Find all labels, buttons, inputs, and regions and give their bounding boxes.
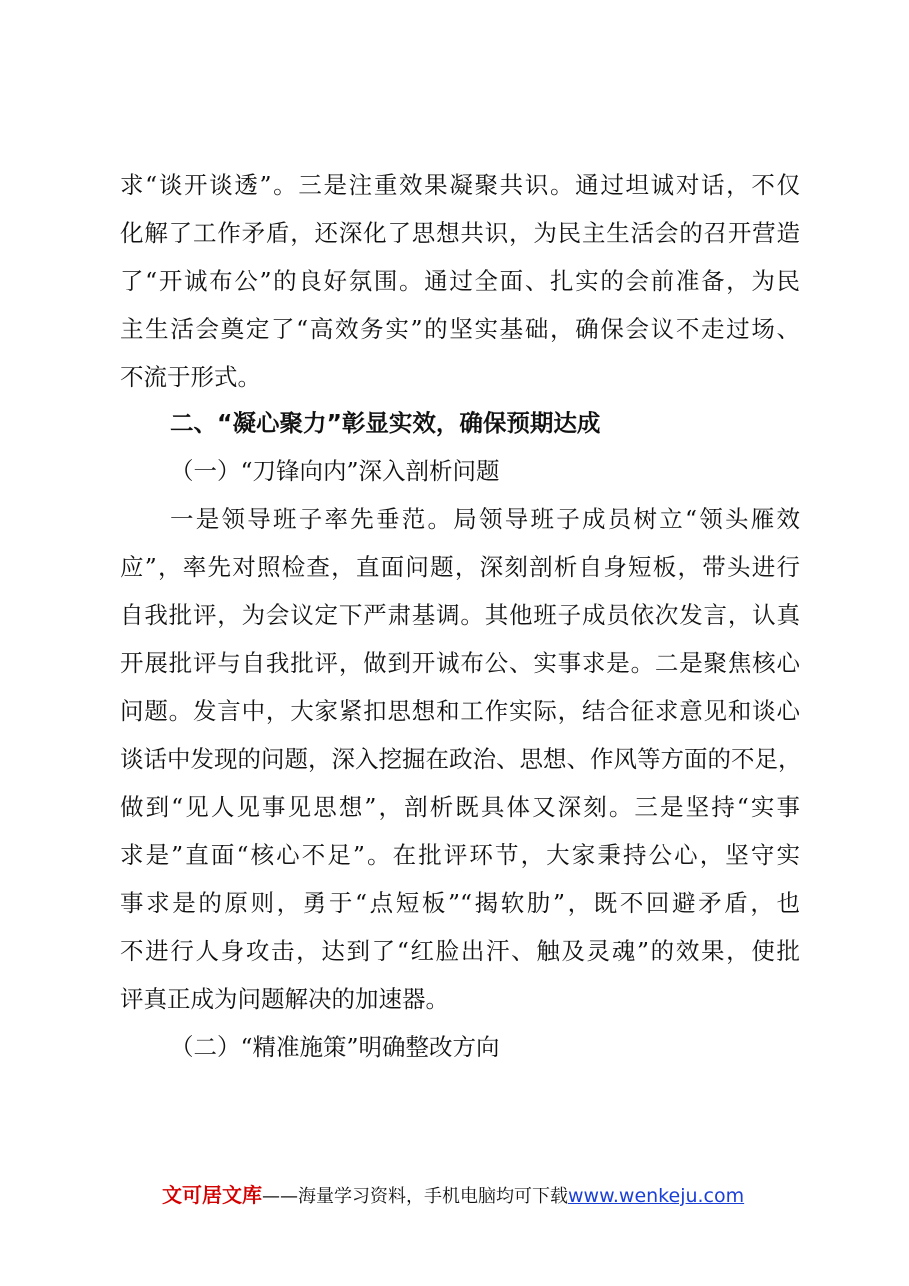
paragraph-line: 做到“见人见事见思想”，剖析既具体又深刻。三是坚持“实事 bbox=[120, 793, 800, 821]
paragraph-line: 一是领导班子率先垂范。局领导班子成员树立“领头雁效 bbox=[170, 505, 800, 533]
paragraph-line: 谈话中发现的问题，深入挖掘在政治、思想、作风等方面的不足， bbox=[120, 745, 802, 773]
paragraph-line: 了“开诚布公”的良好氛围。通过全面、扎实的会前准备，为民 bbox=[120, 267, 800, 295]
paragraph-line: 求是”直面“核心不足”。在批评环节，大家秉持公心，坚守实 bbox=[120, 841, 800, 869]
footer bbox=[162, 1183, 744, 1209]
paragraph-line: 开展批评与自我批评，做到开诚布公、实事求是。二是聚焦核心 bbox=[120, 649, 800, 677]
footer-brand: 文可居文库 bbox=[162, 1183, 262, 1207]
footer-link[interactable]: www.wenkeju.com bbox=[568, 1185, 745, 1207]
paragraph-line: 不进行人身攻击，达到了“红脸出汗、触及灵魂”的效果，使批 bbox=[120, 937, 800, 965]
paragraph-line: 评真正成为问题解决的加速器。 bbox=[120, 985, 449, 1013]
paragraph-line: 事求是的原则，勇于“点短板”“揭软肋”，既不回避矛盾，也 bbox=[120, 889, 800, 917]
section-heading: 二、“凝心聚力”彰显实效，确保预期达成 bbox=[170, 409, 601, 437]
paragraph-line: 问题。发言中，大家紧扣思想和工作实际，结合征求意见和谈心 bbox=[120, 697, 800, 725]
paragraph-line: 自我批评，为会议定下严肃基调。其他班子成员依次发言，认真 bbox=[120, 601, 800, 629]
paragraph-line: 求“谈开谈透”。三是注重效果凝聚共识。通过坦诚对话，不仅 bbox=[120, 171, 800, 199]
subheading-2: （二）“精准施策”明确整改方向 bbox=[170, 1033, 500, 1061]
paragraph-line: 主生活会奠定了“高效务实”的坚实基础，确保会议不走过场、 bbox=[120, 315, 800, 343]
paragraph-line: 化解了工作矛盾，还深化了思想共识，为民主生活会的召开营造 bbox=[120, 219, 800, 247]
footer-tagline: ——海量学习资料，手机电脑均可下载 bbox=[262, 1186, 568, 1207]
paragraph-line: 应”，率先对照检查，直面问题，深刻剖析自身短板，带头进行 bbox=[120, 553, 800, 581]
paragraph-line: 不流于形式。 bbox=[120, 363, 261, 391]
subheading-1: （一）“刀锋向内”深入剖析问题 bbox=[170, 457, 500, 485]
